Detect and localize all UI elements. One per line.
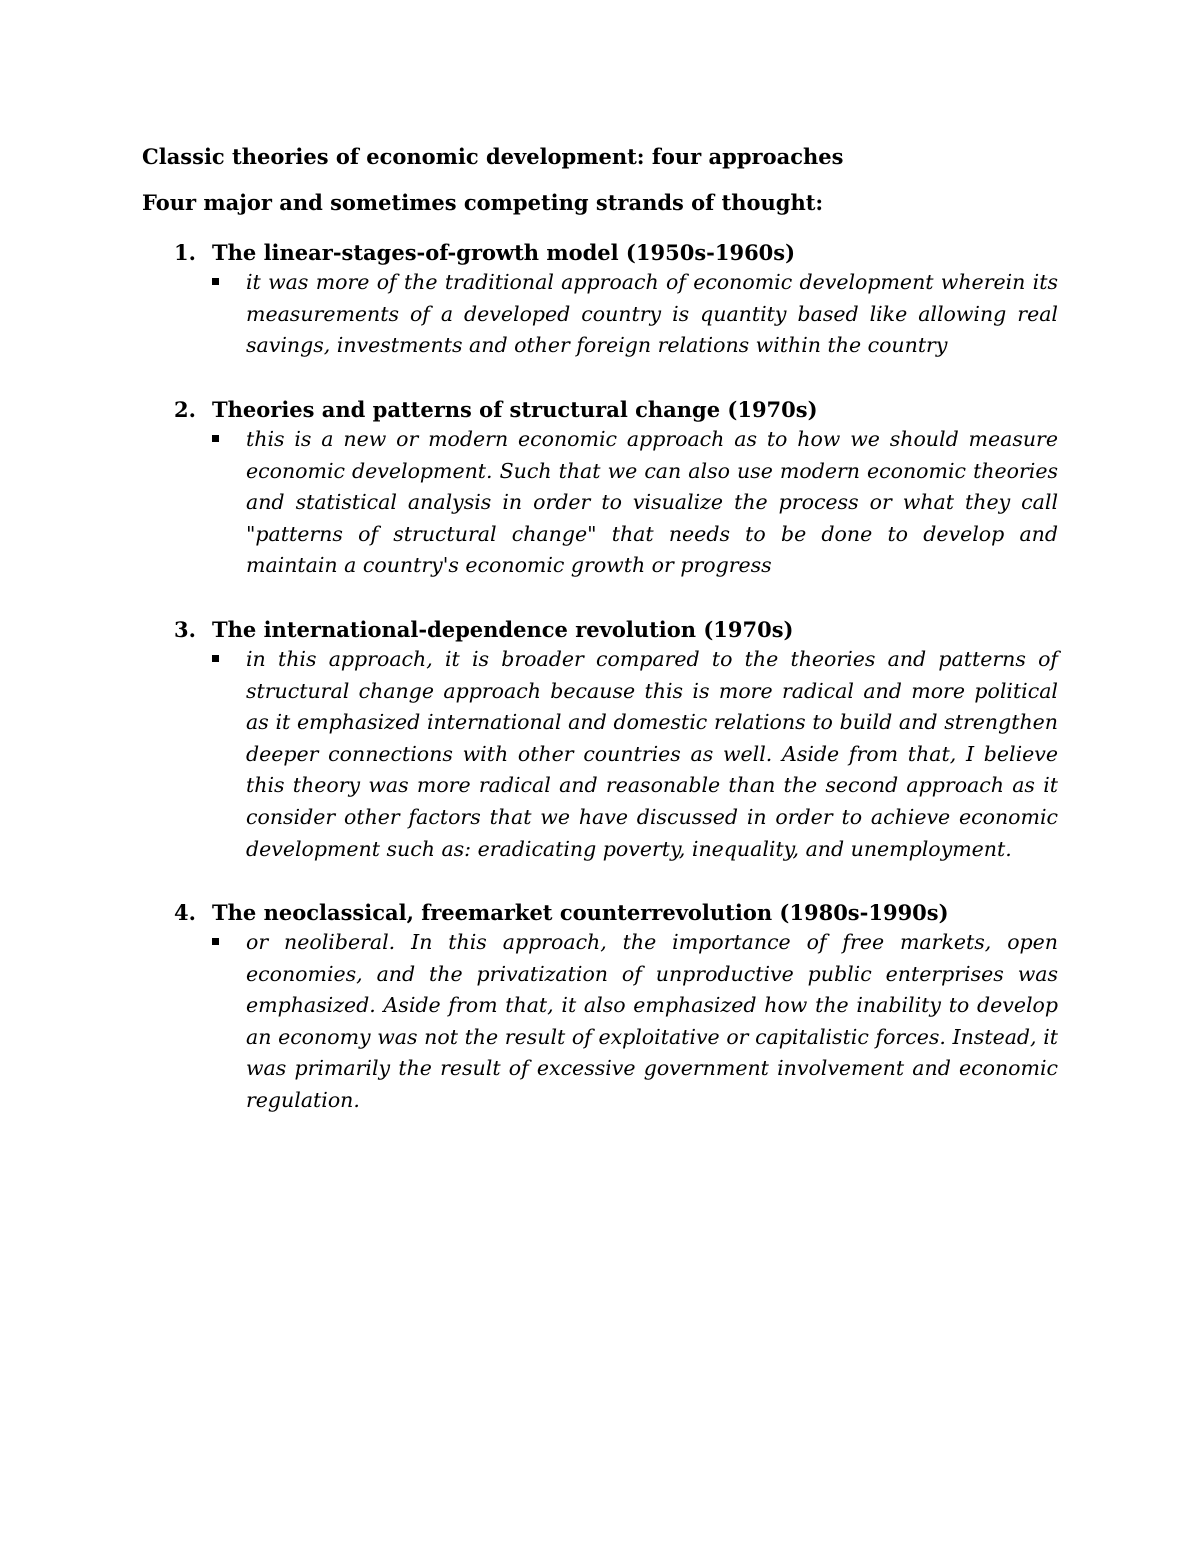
document-subtitle: Four major and sometimes competing strands of thought:: [142, 190, 824, 215]
document-title: Classic theories of economic development: four approaches: [142, 144, 844, 169]
section-heading-text: Theories and patterns of structural change (1970s): [212, 397, 818, 422]
section-number: 3.: [174, 617, 196, 642]
section-heading: [174, 898, 949, 928]
square-bullet-icon: [212, 435, 219, 442]
section-heading: [174, 238, 795, 268]
section-heading: [174, 615, 793, 645]
square-bullet-icon: [212, 655, 219, 662]
section-number: 1.: [174, 240, 196, 265]
section-heading-text: The neoclassical, freemarket counterrevolution (1980s-1990s): [212, 900, 949, 925]
section-bullet-text: in this approach, it is broader compared to the theories and patterns of structural change approach because this is more radical and more political as it emphasized international and domestic relations to build and strengthen deeper connections with other countries as well. Aside from that, I believe this theory was more radical and reasonable than the second approach as it consider other factors that we have discussed in order to achieve economic development such as: eradicating poverty, inequality, and unemployment.: [246, 647, 1058, 861]
section-bullet-text: it was more of the traditional approach of economic development wherein its measurements of a developed country is quantity based like allowing real savings, investments and other foreign relations within the country: [246, 270, 1058, 358]
section-heading: [174, 395, 818, 425]
square-bullet-icon: [212, 278, 219, 285]
section-bullet-text: this is a new or modern economic approach as to how we should measure economic development. Such that we can also use modern economic theories and statistical analysis in order to visualize the process or what they call "patterns of structural change" that needs to be done to develop and maintain a country's economic growth or progress: [246, 427, 1058, 578]
section-number: 2.: [174, 397, 196, 422]
section-number: 4.: [174, 900, 196, 925]
square-bullet-icon: [212, 938, 219, 945]
section-heading-text: The international-dependence revolution (1970s): [212, 617, 794, 642]
section-bullet-text: or neoliberal. In this approach, the importance of free markets, open economies, and the privatization of unproductive public enterprises was emphasized. Aside from that, it also emphasized how the inability to develop an economy was not the result of exploitative or capitalistic forces. Instead, it was primarily the result of excessive government involvement and economic regulation.: [246, 930, 1058, 1112]
section-heading-text: The linear-stages-of-growth model (1950s-1960s): [212, 240, 796, 265]
